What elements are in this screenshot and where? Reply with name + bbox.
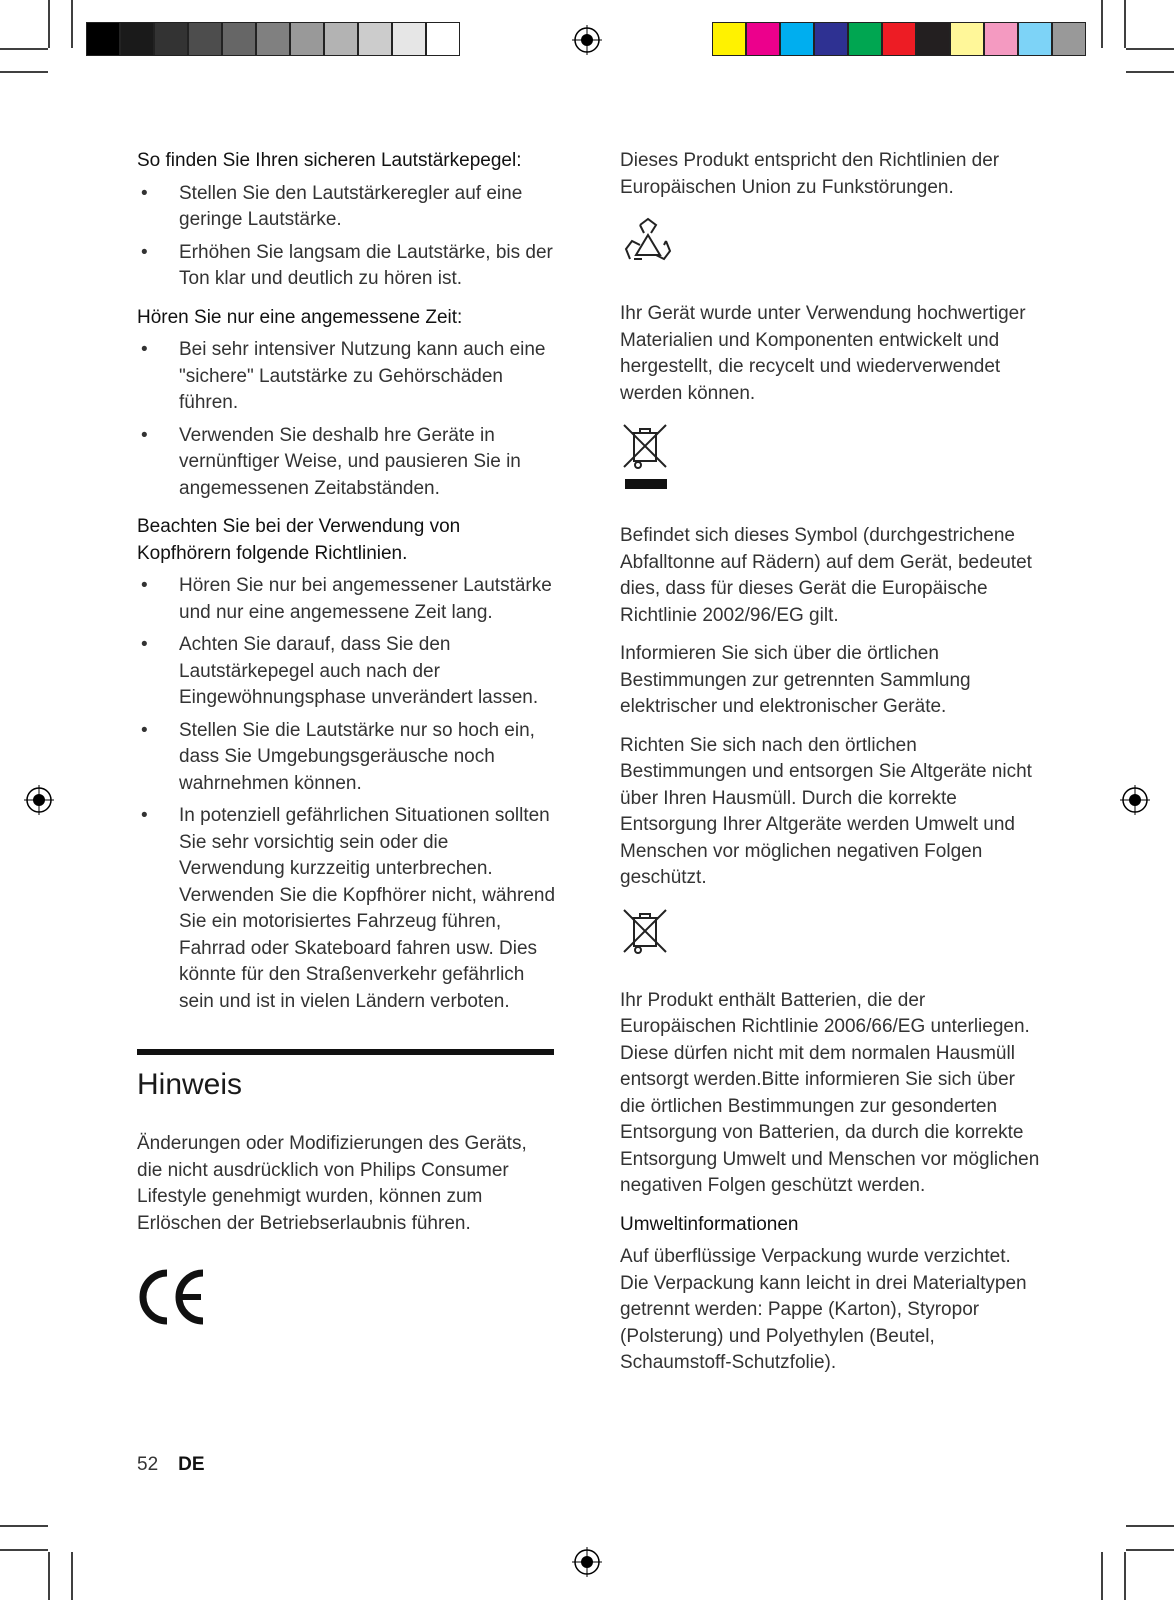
list-item: • Stellen Sie den Lautstärkeregler auf eine geringe Lautstärke. [141,182,523,230]
battery-bin-icon [620,906,672,958]
ce-mark-icon [137,1267,209,1327]
safe-volume-heading: So finden Sie Ihren sicheren Lautstärkepegel: [137,150,522,171]
registration-mark-left-icon [24,785,54,815]
list-item: • Hören Sie nur bei angemessener Lautstärke und nur eine angemessene Zeit lang. [141,575,552,623]
list-item: • Erhöhen Sie langsam die Lautstärke, bis der Ton klar und deutlich zu hören ist. [141,241,553,289]
left-column [137,148,557,1332]
packaging-paragraph: Auf überflüssige Verpackung wurde verzichtet. Die Verpackung kann leicht in drei Materialtypen getrennt werden: Pappe (Karton), Styropor (Polsterung) und Polyethylen (Beutel, Schaumstoff-Schutzfolie). [620,1246,1027,1373]
recycle-icon [620,215,676,271]
listening-time-heading: Hören Sie nur eine angemessene Zeit: [137,306,463,328]
eu-compliance-paragraph: Dieses Produkt entspricht den Richtlinien der Europäischen Union zu Funkstörungen. [620,150,1000,198]
page-footer [137,1454,205,1476]
battery-paragraph: Ihr Produkt enthält Batterien, die der Europäischen Richtlinie 2006/66/EG unterliegen. Diese dürfen nicht mit dem normalen Hausmüll entsorgt werden.Bitte informieren Sie sich über die örtlichen Bestimmungen zur gesonderten Entsorgung von Batterien, da durch die korrekte Entsorgung Umwelt und Menschen vor möglichen negativen Folgen geschützt werden. [620,989,1040,1196]
disposal-paragraph: Richten Sie sich nach den örtlichen Bestimmungen und entsorgen Sie Altgeräte nicht über Ihren Hausmüll. Durch die korrekte Entsorgung Ihrer Altgeräte werden Umwelt und Menschen vor möglichen negativen Folgen geschützt. [620,734,1032,888]
right-column [620,148,1040,1389]
headphone-guidelines-heading: Beachten Sie bei der Verwendung von Kopfhörern folgende Richtlinien. [137,516,461,564]
list-item: • In potenziell gefährlichen Situationen sollten Sie sehr vorsichtig sein oder die Verwendung kurzzeitig unterbrechen. Verwenden Sie die Kopfhörer nicht, während Sie ein motorisiertes Fahrzeug führen, Fahrrad oder Skateboard fahren usw. Dies könnte für den Straßenverkehr gefährlich sein und ist in vielen Ländern verboten. [141,805,556,1012]
language-code: DE [178,1454,205,1475]
section-divider [137,1049,554,1055]
list-item: • Stellen Sie die Lautstärke nur so hoch ein, dass Sie Umgebungsgeräusche noch wahrnehmen können. [141,719,535,794]
environment-heading: Umweltinformationen [620,1213,799,1235]
recycling-paragraph: Ihr Gerät wurde unter Verwendung hochwertiger Materialien und Komponenten entwickelt und hergestellt, die recycelt und wiederverwendet werden können. [620,303,1026,404]
notice-paragraph: Änderungen oder Modifizierungen des Geräts, die nicht ausdrücklich von Philips Consumer Lifestyle genehmigt wurden, können zum Erlöschen der Betriebserlaubnis führen. [137,1133,527,1234]
registration-mark-bottom-icon [572,1547,602,1577]
list-item: • Bei sehr intensiver Nutzung kann auch eine "sichere" Lautstärke zu Gehörschäden führen. [141,339,546,413]
headphone-guidelines-list [137,573,557,1015]
list-item: • Verwenden Sie deshalb hre Geräte in vernünftiger Weise, und pausieren Sie in angemessenen Zeitabständen. [141,424,521,499]
page-number: 52 [137,1454,159,1475]
listening-time-list [137,337,557,502]
registration-mark-top-icon [572,25,602,55]
section-title-hinweis: Hinweis [137,1068,243,1101]
registration-mark-right-icon [1120,785,1150,815]
crossed-out-wheelie-bin-icon [620,421,672,493]
list-item: • Achten Sie darauf, dass Sie den Lautstärkepegel auch nach der Eingewöhnungsphase unverändert lassen. [141,634,539,708]
local-regulations-paragraph: Informieren Sie sich über die örtlichen Bestimmungen zur getrennten Sammlung elektrischer und elektronischer Geräte. [620,643,971,717]
safe-volume-list [137,181,557,293]
weee-symbol-paragraph: Befindet sich dieses Symbol (durchgestrichene Abfalltonne auf Rädern) auf dem Gerät, bedeutet dies, dass für dieses Gerät die Europäische Richtlinie 2002/96/EG gilt. [620,525,1032,626]
